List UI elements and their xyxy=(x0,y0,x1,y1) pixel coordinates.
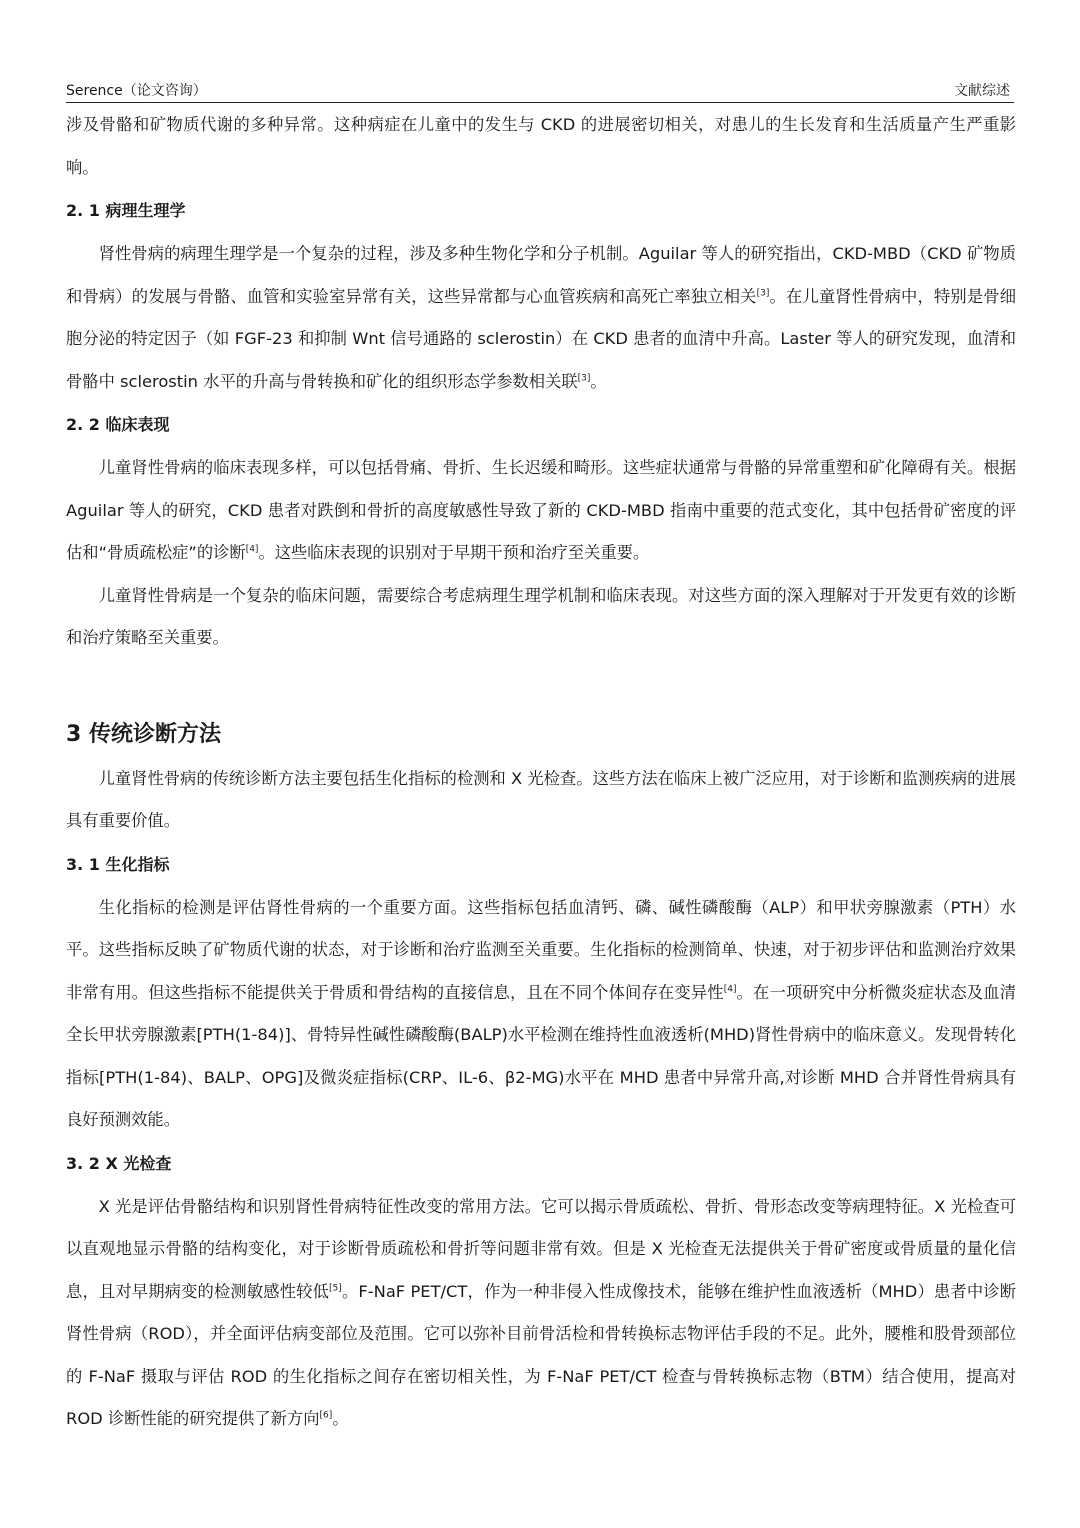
text-run: 。在儿童肾性骨病中，特别是骨细胞分泌的特定因子（如 FGF-23 和抑制 Wnt 信号通路的 sclerostin）在 CKD 患者的血清中升高。Laster 等人的研究发现，血清和骨骼中 sclerostin 水平的升高与骨转换和矿化的组织形态学参数相关联 xyxy=(66,286,1016,391)
text-run: 儿童肾性骨病的临床表现多样，可以包括骨痛、骨折、生长迟缓和畸形。这些症状通常与骨骼的异常重塑和矿化障碍有关。根据 Aguilar 等人的研究，CKD 患者对跌倒和骨折的高度敏感性导致了新的 CKD-MBD 指南中重要的范式变化，其中包括骨矿密度的评估和“骨质疏松症”的诊断 xyxy=(66,458,1016,562)
section-2-2-paragraph-2: 儿童肾性骨病是一个复杂的临床问题，需要综合考虑病理生理学机制和临床表现。对这些方面的深入理解对于开发更有效的诊断和治疗策略至关重要。 xyxy=(66,585,1016,647)
text-run: 。 xyxy=(332,1409,349,1428)
section-spacer xyxy=(66,660,1016,712)
section-2-1-paragraph xyxy=(66,233,1016,403)
section-3-2-paragraph xyxy=(66,1186,1016,1441)
section-2-2-heading: 2. 2 临床表现 xyxy=(66,415,170,434)
section-2-2-paragraph-1 xyxy=(66,447,1016,575)
section-3-1-paragraph xyxy=(66,887,1016,1142)
page-content xyxy=(66,104,1016,1441)
header-left-label: Serence（论文咨询） xyxy=(66,83,207,99)
text-run: 。F-NaF PET/CT，作为一种非侵入性成像技术，能够在维护性血液透析（MHD）患者中诊断肾性骨病（ROD），并全面评估病变部位及范围。它可以弥补目前骨活检和骨转换标志物评估手段的不足。此外，腰椎和股骨颈部位的 F-NaF 摄取与评估 ROD 的生化指标之间存在密切相关性，为 F-NaF PET/CT 检查与骨转换标志物（BTM）结合使用，提高对 ROD 诊断性能的研究提供了新方向 xyxy=(66,1281,1016,1428)
text-run: 。这些临床表现的识别对于早期干预和治疗至关重要。 xyxy=(258,543,650,562)
header-right-label: 文献综述 xyxy=(954,83,1010,99)
text-run: 生化指标的检测是评估肾性骨病的一个重要方面。这些指标包括血清钙、磷、碱性磷酸酶（ALP）和甲状旁腺激素（PTH）水平。这些指标反映了矿物质代谢的状态，对于诊断和治疗监测至关重要。生化指标的检测简单、快速，对于初步评估和监测治疗效果非常有用。但这些指标不能提供关于骨质和骨结构的直接信息，且在不同个体间存在变异性 xyxy=(66,897,1016,1002)
text-run: 。 xyxy=(590,371,607,391)
section-3-intro-paragraph: 儿童肾性骨病的传统诊断方法主要包括生化指标的检测和 X 光检查。这些方法在临床上被广泛应用，对于诊断和监测疾病的进展具有重要价值。 xyxy=(66,768,1016,830)
section-3-heading: 3 传统诊断方法 xyxy=(66,721,221,747)
text-run: 。在一项研究中分析微炎症状态及血清全长甲状旁腺激素[PTH(1-84)]、骨特异性碱性磷酸酶(BALP)水平检测在维持性血液透析(MHD)肾性骨病中的临床意义。发现骨转化指标[PTH(1-84)、BALP、OPG]及微炎症指标(CRP、IL-6、β2-MG)水平在 MHD 患者中异常升高,对诊断 MHD 合并肾性骨病具有良好预测效能。 xyxy=(66,982,1016,1129)
page-header xyxy=(66,80,1014,103)
intro-continuation-paragraph: 涉及骨骼和矿物质代谢的多种异常。这种病症在儿童中的发生与 CKD 的进展密切相关，对患儿的生长发育和生活质量产生严重影响。 xyxy=(66,115,1016,177)
citation-ref[interactable]: [6] xyxy=(319,1410,333,1421)
citation-ref[interactable]: [3] xyxy=(756,288,770,299)
text-run: 肾性骨病的病理生理学是一个复杂的过程，涉及多种生物化学和分子机制。Aguilar 等人的研究指出，CKD-MBD（CKD 矿物质和骨病）的发展与骨骼、血管和实验室异常有关，这些异常都与心血管疾病和高死亡率独立相关 xyxy=(66,244,1016,306)
section-3-2-heading: 3. 2 X 光检查 xyxy=(66,1153,172,1173)
citation-ref[interactable]: [4] xyxy=(245,544,259,555)
section-3-1-heading: 3. 1 生化指标 xyxy=(66,854,170,874)
section-2-1-heading: 2. 1 病理生理学 xyxy=(66,201,186,220)
citation-ref[interactable]: [3] xyxy=(577,373,591,384)
citation-ref[interactable]: [4] xyxy=(723,984,737,995)
text-run: X 光是评估骨骼结构和识别肾性骨病特征性改变的常用方法。它可以揭示骨质疏松、骨折、骨形态改变等病理特征。X 光检查可以直观地显示骨骼的结构变化，对于诊断骨质疏松和骨折等问题非常有效。但是 X 光检查无法提供关于骨矿密度或骨质量的量化信息，且对早期病变的检测敏感性较低 xyxy=(66,1196,1016,1301)
citation-ref[interactable]: [5] xyxy=(329,1283,342,1294)
